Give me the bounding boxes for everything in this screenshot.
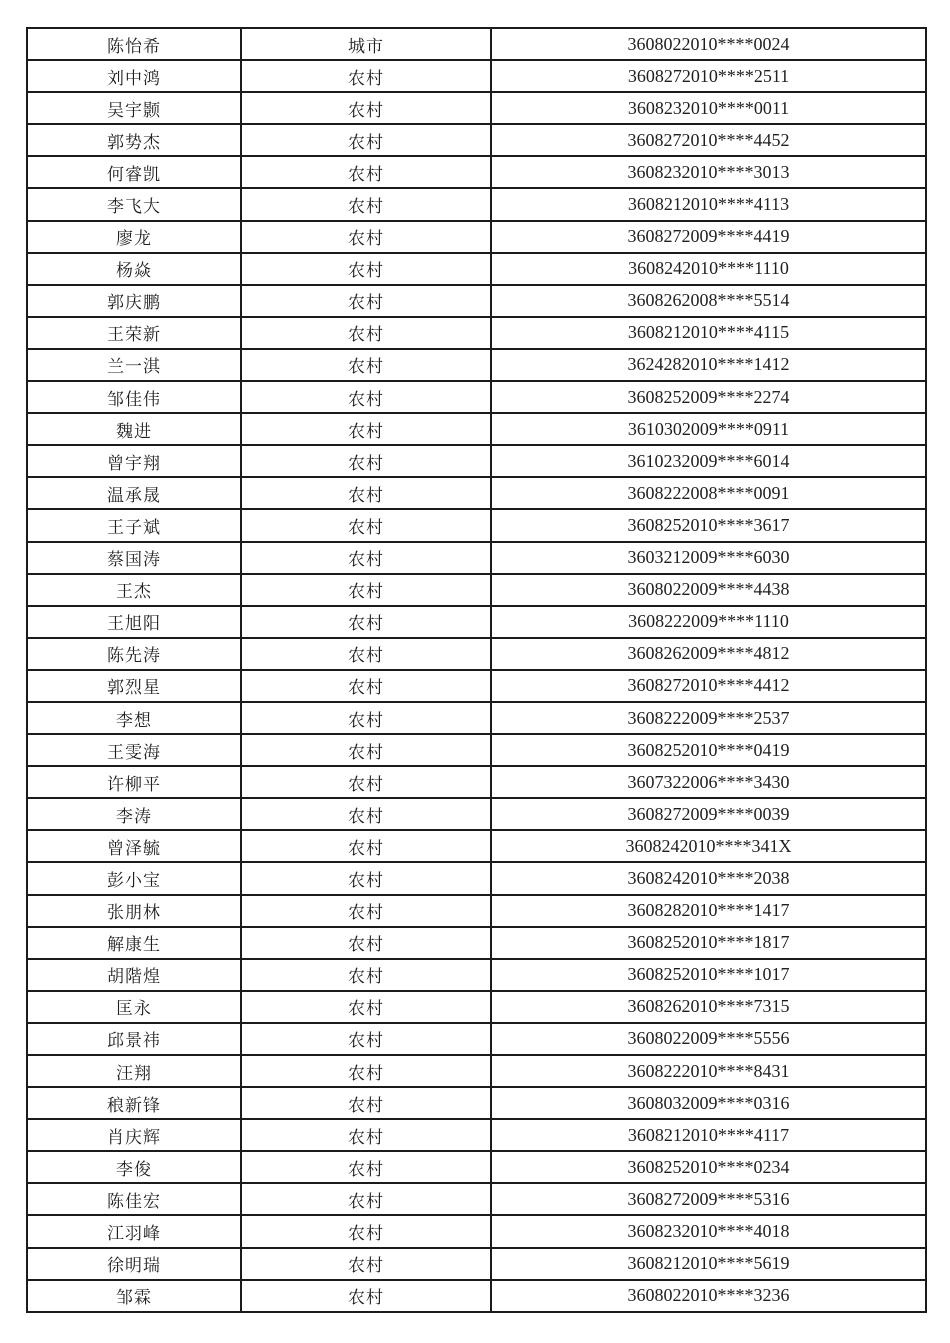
table-row [27, 1183, 926, 1215]
table-row [27, 734, 926, 766]
id-number-cell: 3608242010****341X [491, 830, 926, 862]
name-cell: 李想 [27, 702, 241, 734]
table-row [27, 542, 926, 574]
name-cell: 王旭阳 [27, 606, 241, 638]
table-row [27, 606, 926, 638]
id-number-cell: 3608272010****4412 [491, 670, 926, 702]
residence-cell: 城市 [241, 28, 491, 60]
residence-cell: 农村 [241, 638, 491, 670]
name-cell: 解康生 [27, 927, 241, 959]
table-row [27, 830, 926, 862]
table-row [27, 317, 926, 349]
residence-cell: 农村 [241, 221, 491, 253]
id-number-cell: 3608212010****5619 [491, 1248, 926, 1280]
table-row [27, 991, 926, 1023]
residence-cell: 农村 [241, 317, 491, 349]
residence-cell: 农村 [241, 798, 491, 830]
table-row [27, 1055, 926, 1087]
id-number-cell: 3608232010****0011 [491, 92, 926, 124]
id-number-cell: 3608222009****2537 [491, 702, 926, 734]
id-number-cell: 3608232010****3013 [491, 156, 926, 188]
residence-cell: 农村 [241, 1215, 491, 1247]
id-number-cell: 3608252010****3617 [491, 509, 926, 541]
table-row [27, 60, 926, 92]
name-cell: 彭小宝 [27, 862, 241, 894]
id-number-cell: 3603212009****6030 [491, 542, 926, 574]
id-number-cell: 3608272009****4419 [491, 221, 926, 253]
name-cell: 杨焱 [27, 253, 241, 285]
name-cell: 陈佳宏 [27, 1183, 241, 1215]
id-number-cell: 3608252009****2274 [491, 381, 926, 413]
residence-cell: 农村 [241, 349, 491, 381]
table-row [27, 670, 926, 702]
name-cell: 王子斌 [27, 509, 241, 541]
residence-cell: 农村 [241, 574, 491, 606]
name-cell: 曾宇翔 [27, 445, 241, 477]
id-number-cell: 3608262008****5514 [491, 285, 926, 317]
residence-cell: 农村 [241, 285, 491, 317]
student-roster-table [26, 27, 927, 1313]
name-cell: 王杰 [27, 574, 241, 606]
table-row [27, 92, 926, 124]
residence-cell: 农村 [241, 1183, 491, 1215]
table-row [27, 766, 926, 798]
residence-cell: 农村 [241, 413, 491, 445]
table-row [27, 477, 926, 509]
table-row [27, 253, 926, 285]
name-cell: 蔡国涛 [27, 542, 241, 574]
residence-cell: 农村 [241, 253, 491, 285]
id-number-cell: 3608272010****4452 [491, 124, 926, 156]
table-row [27, 413, 926, 445]
residence-cell: 农村 [241, 60, 491, 92]
residence-cell: 农村 [241, 477, 491, 509]
residence-cell: 农村 [241, 156, 491, 188]
id-number-cell: 3608242010****2038 [491, 862, 926, 894]
residence-cell: 农村 [241, 959, 491, 991]
name-cell: 曾泽毓 [27, 830, 241, 862]
id-number-cell: 3607322006****3430 [491, 766, 926, 798]
name-cell: 王雯海 [27, 734, 241, 766]
name-cell: 汪翔 [27, 1055, 241, 1087]
residence-cell: 农村 [241, 670, 491, 702]
name-cell: 邹佳伟 [27, 381, 241, 413]
table-row [27, 1087, 926, 1119]
name-cell: 郭烈星 [27, 670, 241, 702]
id-number-cell: 3608262009****4812 [491, 638, 926, 670]
id-number-cell: 3608272010****2511 [491, 60, 926, 92]
id-number-cell: 3608272009****5316 [491, 1183, 926, 1215]
table-row [27, 124, 926, 156]
residence-cell: 农村 [241, 445, 491, 477]
name-cell: 何睿凯 [27, 156, 241, 188]
id-number-cell: 3608222010****8431 [491, 1055, 926, 1087]
residence-cell: 农村 [241, 862, 491, 894]
table-row [27, 509, 926, 541]
name-cell: 温承晟 [27, 477, 241, 509]
residence-cell: 农村 [241, 1151, 491, 1183]
residence-cell: 农村 [241, 1023, 491, 1055]
id-number-cell: 3608022009****4438 [491, 574, 926, 606]
table-row [27, 445, 926, 477]
id-number-cell: 3608222009****1110 [491, 606, 926, 638]
table-row [27, 1151, 926, 1183]
name-cell: 吴宇颢 [27, 92, 241, 124]
residence-cell: 农村 [241, 1055, 491, 1087]
name-cell: 肖庆辉 [27, 1119, 241, 1151]
residence-cell: 农村 [241, 702, 491, 734]
name-cell: 江羽峰 [27, 1215, 241, 1247]
id-number-cell: 3608282010****1417 [491, 895, 926, 927]
id-number-cell: 3608022010****0024 [491, 28, 926, 60]
table-row [27, 221, 926, 253]
residence-cell: 农村 [241, 188, 491, 220]
table-row [27, 638, 926, 670]
name-cell: 李涛 [27, 798, 241, 830]
residence-cell: 农村 [241, 734, 491, 766]
name-cell: 魏进 [27, 413, 241, 445]
name-cell: 张朋林 [27, 895, 241, 927]
table-row [27, 927, 926, 959]
id-number-cell: 3610232009****6014 [491, 445, 926, 477]
id-number-cell: 3608252010****0234 [491, 1151, 926, 1183]
id-number-cell: 3608252010****1817 [491, 927, 926, 959]
id-number-cell: 3608262010****7315 [491, 991, 926, 1023]
table-row [27, 28, 926, 60]
table-row [27, 381, 926, 413]
residence-cell: 农村 [241, 509, 491, 541]
name-cell: 稂新锋 [27, 1087, 241, 1119]
name-cell: 匡永 [27, 991, 241, 1023]
residence-cell: 农村 [241, 766, 491, 798]
id-number-cell: 3608252010****0419 [491, 734, 926, 766]
table-row [27, 349, 926, 381]
residence-cell: 农村 [241, 1280, 491, 1312]
name-cell: 刘中鸿 [27, 60, 241, 92]
table-row [27, 574, 926, 606]
id-number-cell: 3608212010****4117 [491, 1119, 926, 1151]
table-row [27, 1023, 926, 1055]
name-cell: 邱景祎 [27, 1023, 241, 1055]
name-cell: 胡階煌 [27, 959, 241, 991]
residence-cell: 农村 [241, 92, 491, 124]
table-row [27, 862, 926, 894]
table-row [27, 702, 926, 734]
table-row [27, 1248, 926, 1280]
residence-cell: 农村 [241, 895, 491, 927]
residence-cell: 农村 [241, 927, 491, 959]
table-row [27, 1215, 926, 1247]
name-cell: 陈先涛 [27, 638, 241, 670]
id-number-cell: 3608242010****1110 [491, 253, 926, 285]
name-cell: 许柳平 [27, 766, 241, 798]
residence-cell: 农村 [241, 381, 491, 413]
name-cell: 兰一淇 [27, 349, 241, 381]
name-cell: 郭势杰 [27, 124, 241, 156]
name-cell: 廖龙 [27, 221, 241, 253]
id-number-cell: 3608272009****0039 [491, 798, 926, 830]
name-cell: 李飞大 [27, 188, 241, 220]
table-row [27, 1119, 926, 1151]
residence-cell: 农村 [241, 991, 491, 1023]
table-row [27, 156, 926, 188]
id-number-cell: 3624282010****1412 [491, 349, 926, 381]
table-row [27, 895, 926, 927]
id-number-cell: 3608252010****1017 [491, 959, 926, 991]
id-number-cell: 3608212010****4115 [491, 317, 926, 349]
residence-cell: 农村 [241, 542, 491, 574]
residence-cell: 农村 [241, 830, 491, 862]
name-cell: 王荣新 [27, 317, 241, 349]
id-number-cell: 3610302009****0911 [491, 413, 926, 445]
id-number-cell: 3608212010****4113 [491, 188, 926, 220]
table-row [27, 285, 926, 317]
name-cell: 邹霖 [27, 1280, 241, 1312]
name-cell: 李俊 [27, 1151, 241, 1183]
table-row [27, 188, 926, 220]
roster-body [27, 28, 926, 1312]
residence-cell: 农村 [241, 1119, 491, 1151]
id-number-cell: 3608022009****5556 [491, 1023, 926, 1055]
name-cell: 徐明瑞 [27, 1248, 241, 1280]
residence-cell: 农村 [241, 124, 491, 156]
residence-cell: 农村 [241, 606, 491, 638]
name-cell: 陈怡希 [27, 28, 241, 60]
table-row [27, 959, 926, 991]
residence-cell: 农村 [241, 1248, 491, 1280]
id-number-cell: 3608232010****4018 [491, 1215, 926, 1247]
id-number-cell: 3608032009****0316 [491, 1087, 926, 1119]
residence-cell: 农村 [241, 1087, 491, 1119]
table-row [27, 1280, 926, 1312]
name-cell: 郭庆鹏 [27, 285, 241, 317]
table-row [27, 798, 926, 830]
id-number-cell: 3608022010****3236 [491, 1280, 926, 1312]
id-number-cell: 3608222008****0091 [491, 477, 926, 509]
